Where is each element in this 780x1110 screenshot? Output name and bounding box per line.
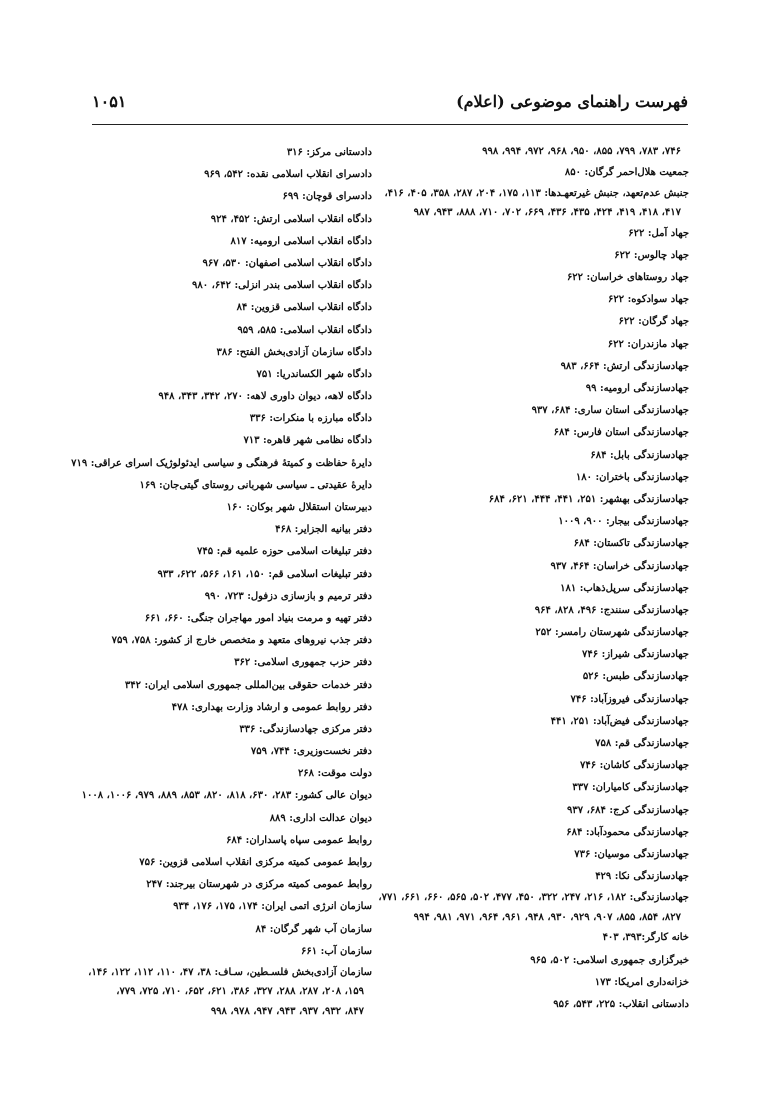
index-entry: دادگاه مبارزه با منکرات: ۳۳۶ (249, 413, 372, 425)
page-title: فهرست راهنمای موضوعی (اعلام) (456, 92, 688, 111)
index-entry: جهادسازندگی کامیاران: ۳۳۷ (572, 782, 689, 794)
index-entry: دفتر مرکزی جهادسازندگی: ۳۳۶ (239, 723, 372, 735)
index-entry: دفتر نخست‌وزیری: ۷۴۴، ۷۵۹ (250, 746, 372, 758)
index-entry: جهاد روستاهای خراسان: ۶۲۲ (566, 272, 689, 284)
index-entry: دادگاه انقلاب اسلامی ارومیه: ۸۱۷ (230, 235, 372, 247)
index-entry: جهادسازندگی فیض‌آباد: ۲۵۱، ۴۴۱ (550, 715, 689, 727)
index-entry: دفتر جذب نیروهای متعهد و متخصص خارج از کشور: ۷۵۸، ۷۵۹ (111, 635, 372, 647)
index-entry: جهادسازندگی ارومیه: ۹۹ (585, 383, 689, 394)
index-entry: دفتر تهیه و مرمت بنیاد امور مهاجران جنگی: ۶۶۰، ۶۶۱ (144, 612, 372, 624)
index-entry: دادگاه انقلاب اسلامی اصفهان: ۵۳۰، ۹۶۷ (202, 257, 372, 269)
index-entry-continuation: ۸۴۷، ۹۳۲، ۹۳۷، ۹۴۳، ۹۴۷، ۹۷۸، ۹۹۸ (210, 1005, 364, 1017)
index-entry: دادگاه انقلاب اسلامی بندر انزلی: ۶۴۲، ۹۸۰ (192, 280, 372, 292)
index-entry: سازمان آزادی‌بخش فلسـطین، سـاف: ۳۸، ۴۷، ۱۱۰، ۱۱۲، ۱۲۲، ۱۴۶، (88, 966, 372, 978)
index-column-right (378, 142, 689, 1016)
index-entry: دادگاه سازمان آزادی‌بخش الفتح: ۳۸۶ (216, 346, 372, 358)
index-entry: روابط عمومی سپاه پاسداران: ۶۸۴ (226, 834, 372, 846)
index-entry: جهادسازندگی سرپل‌ذهاب: ۱۸۱ (560, 582, 689, 594)
index-entry: دایرۀ عقیدتی ـ سیاسی شهربانی روستای گیتی‌جان: ۱۶۹ (139, 479, 372, 491)
index-entry: دادگاه انقلاب اسلامی: ۵۸۵، ۹۵۹ (237, 324, 372, 336)
index-entry: دفتر تبلیغات اسلامی حوزه علمیه قم: ۷۴۵ (197, 546, 372, 558)
index-entry: جهادسازندگی خراسان: ۴۶۴، ۹۳۷ (550, 560, 689, 572)
index-entry: دادگاه شهر الکساندریا: ۷۵۱ (256, 368, 372, 380)
page-number: ۱۰۵۱ (92, 92, 127, 111)
index-entry: دفتر خدمات حقوقی بین‌المللی جمهوری اسلامی ایران: ۳۴۲ (124, 679, 372, 691)
index-entry: جنبش عدم‌تعهد، جنبش غیرتعهـدها: ۱۱۳، ۱۷۵، ۲۰۴، ۲۸۷، ۳۵۸، ۴۰۵، ۴۱۶، (384, 187, 689, 199)
index-entry: جهادسازندگی ارتش: ۶۶۴، ۹۸۳ (560, 360, 689, 372)
index-entry: جهادسازندگی موسیان: ۷۳۶ (574, 848, 689, 860)
index-entry: جهاد چالوس: ۶۲۲ (614, 249, 689, 261)
index-entry: جهاد آمل: ۶۲۲ (628, 227, 689, 239)
index-entry: جهاد مازندران: ۶۲۲ (607, 338, 689, 350)
index-entry: جمعیت هلال‌احمر گرگان: ۸۵۰ (564, 166, 689, 178)
index-entry: دیوان عدالت اداری: ۸۸۹ (269, 812, 372, 824)
index-entry: سازمان انرژی اتمی ایران: ۱۷۴، ۱۷۵، ۱۷۶، ۹۳۴ (173, 901, 372, 913)
index-entry: جهادسازندگی فیروزآباد: ۷۴۶ (570, 693, 689, 705)
index-entry: جهادسازندگی کاشان: ۷۴۶ (579, 760, 689, 772)
index-entry: دبیرستان استقلال شهر بوکان: ۱۶۰ (226, 502, 372, 513)
index-entry: سازمان آب: ۶۶۱ (301, 945, 372, 957)
index-entry: خزانه‌داری امریکا: ۱۷۳ (594, 976, 689, 988)
index-entry: دفتر بیانیه الجزایر: ۴۶۸ (275, 524, 372, 536)
header-rule (92, 124, 688, 125)
index-entry: خانه کارگر:۳۹۳، ۴۰۳ (602, 932, 689, 944)
index-entry: جهادسازندگی سنندج: ۴۹۶، ۸۲۸، ۹۶۴ (534, 604, 689, 616)
index-entry: جهادسازندگی شهرستان رامسر: ۲۵۲ (535, 627, 689, 639)
index-entry: جهادسازندگی بیجار: ۹۰۰، ۱۰۰۹ (558, 516, 689, 528)
index-entry: جهادسازندگی بابل: ۶۸۴ (590, 449, 689, 461)
index-column-left (62, 142, 372, 1021)
index-entry: دیوان عالی کشور: ۲۸۳، ۶۳۰، ۸۱۸، ۸۲۰، ۸۵۳، ۸۸۹، ۹۷۹، ۱۰۰۶، ۱۰۰۸ (81, 790, 372, 802)
index-entry: جهادسازندگی استان فارس: ۶۸۴ (553, 427, 689, 439)
index-entry: دادستانی مرکز: ۳۱۶ (286, 147, 372, 158)
index-entry: جهادسازندگی بهشهر: ۲۵۱، ۴۴۱، ۴۴۴، ۶۲۱، ۶۸۴ (488, 493, 689, 505)
page-header (92, 92, 688, 122)
index-entry-continuation: ۴۱۷، ۴۱۸، ۴۱۹، ۴۲۴، ۴۳۵، ۴۳۶، ۶۶۹، ۷۰۲، ۷۱۰، ۸۸۸، ۹۴۳، ۹۸۷ (413, 207, 681, 219)
index-entry-continuation: ۸۲۷، ۸۵۴، ۸۵۵، ۹۰۷، ۹۲۹، ۹۳۰، ۹۴۸، ۹۶۱، ۹۶۴، ۹۷۱، ۹۸۱، ۹۹۴ (413, 911, 681, 923)
index-entry: دادگاه انقلاب اسلامی ارتش: ۴۵۲، ۹۲۴ (210, 213, 372, 225)
index-entry: دادسرای قوچان: ۶۹۹ (282, 191, 372, 203)
index-entry: دادستانی انقلاب: ۲۲۵، ۵۴۳، ۹۵۶ (553, 998, 689, 1010)
index-entry: روابط عمومی کمیته مرکزی در شهرستان بیرجند: ۲۴۷ (146, 879, 372, 891)
index-entry: دادگاه انقلاب اسلامی قزوین: ۸۴ (236, 302, 372, 314)
index-entry: جهادسازندگی نکا: ۴۲۹ (595, 871, 689, 883)
index-entry: جهادسازندگی قم: ۷۵۸ (595, 738, 689, 749)
index-entry: جهاد گرگان: ۶۲۲ (618, 316, 689, 328)
index-entry: جهادسازندگی کرج: ۶۸۴، ۹۳۷ (566, 804, 689, 816)
index-entry: دولت موقت: ۲۶۸ (297, 768, 372, 780)
index-entry: جهادسازندگی تاکستان: ۶۸۴ (573, 538, 689, 550)
index-entry: دایرۀ حفاظت و کمیتۀ فرهنگی و سیاسی ایدئولوژیک اسرای عراقی: ۷۱۹ (71, 457, 372, 469)
index-entry: دفتر حزب جمهوری اسلامی: ۳۶۲ (234, 657, 372, 669)
index-entry: جهادسازندگی استان ساری: ۶۸۴، ۹۳۷ (531, 405, 689, 417)
index-entry: جهاد سوادکوه: ۶۲۲ (607, 294, 689, 306)
index-entry: دادسرای انقلاب اسلامی نقده: ۵۴۲، ۹۶۹ (204, 169, 372, 181)
index-entry: جهادسازندگی باختران: ۱۸۰ (575, 471, 689, 483)
index-entry: دفتر ترمیم و بازسازی دزفول: ۷۲۳، ۹۹۰ (204, 590, 372, 602)
index-entry: دادگاه نظامی شهر قاهره: ۷۱۳ (243, 435, 372, 447)
index-entry: دفتر تبلیغات اسلامی قم: ۱۵۰، ۱۶۱، ۵۶۶، ۶۲۲، ۹۳۳ (157, 568, 372, 580)
index-entry: جهادسازندگی طبس: ۵۲۶ (582, 671, 689, 683)
index-entry: جهادسازندگی شیراز: ۷۴۶ (582, 649, 689, 661)
index-entry-continuation: ۱۵۹، ۲۰۸، ۲۸۷، ۲۸۸، ۳۲۷، ۳۸۶، ۶۲۱، ۶۵۲، ۷۱۰، ۷۲۵، ۷۷۹، (116, 986, 364, 998)
index-entry: خبرگزاری جمهوری اسلامی: ۵۰۲، ۹۶۵ (530, 954, 689, 966)
index-entry-continuation: ۷۴۶، ۷۸۳، ۷۹۹، ۸۵۵، ۹۵۰، ۹۶۸، ۹۷۲، ۹۹۴، ۹۹۸ (482, 146, 681, 157)
index-entry: روابط عمومی کمیته مرکزی انقلاب اسلامی قزوین: ۷۵۶ (139, 857, 372, 868)
index-entry: دفتر روابط عمومی و ارشاد وزارت بهداری: ۴۷۸ (171, 701, 372, 713)
index-entry: جهادسازندگی: ۱۸۲، ۲۱۶، ۲۴۷، ۳۲۲، ۴۵۰، ۴۷۷، ۵۰۲، ۵۶۵، ۶۶۰، ۶۶۱، ۷۷۱، (378, 892, 689, 904)
index-entry: دادگاه لاهه، دیوان داوری لاهه: ۲۷۰، ۳۴۲، ۳۴۳، ۹۴۸ (158, 391, 372, 403)
index-entry: جهادسازندگی محمودآباد: ۶۸۴ (566, 826, 689, 838)
index-entry: سازمان آب شهر گرگان: ۸۴ (255, 923, 372, 935)
